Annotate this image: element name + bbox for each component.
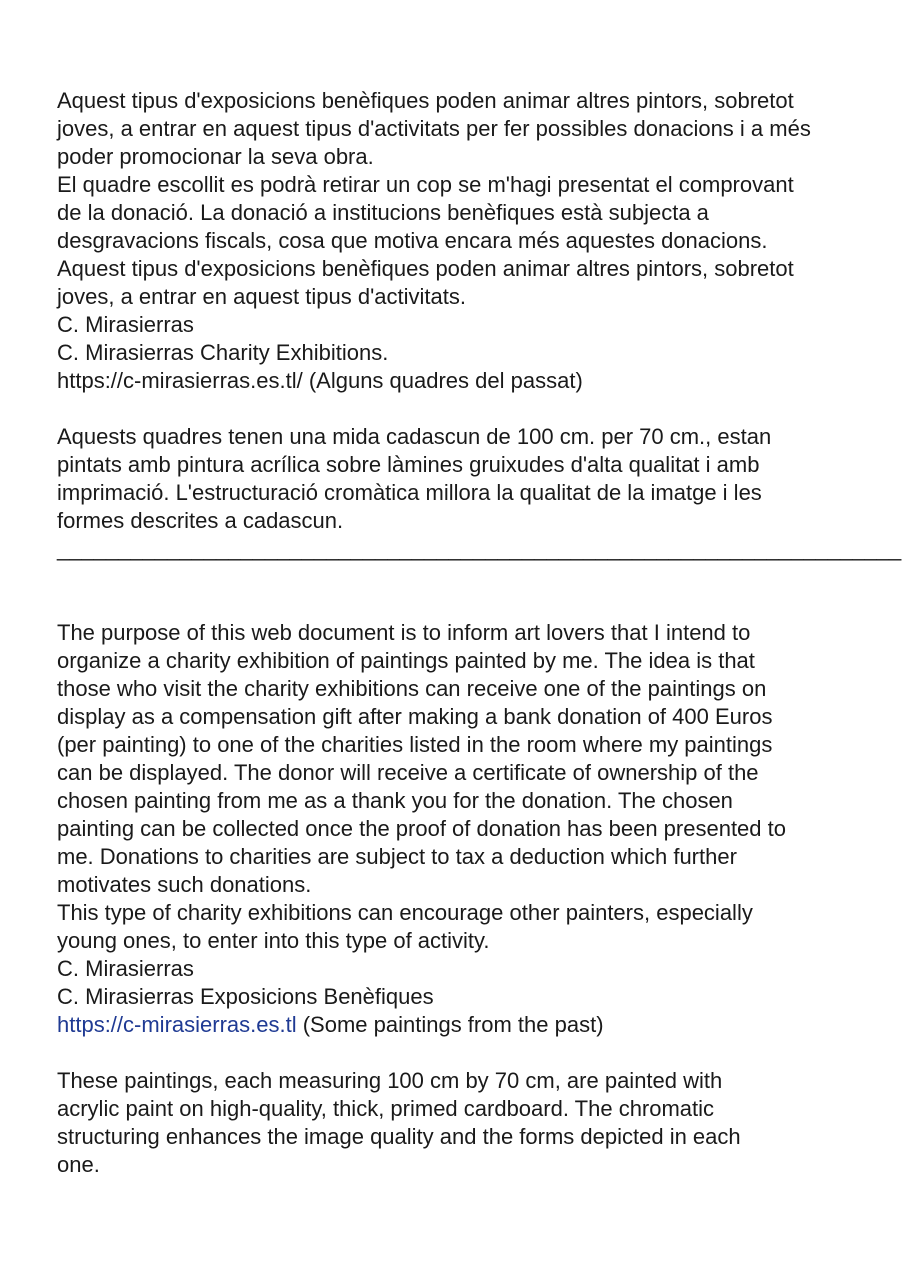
text-line: (per painting) to one of the charities listed in the room where my paintings <box>57 732 773 757</box>
catalan-signature: C. Mirasierras <box>57 312 194 337</box>
catalan-paragraph-2 <box>57 423 897 535</box>
text-line: Aquest tipus d'exposicions benèfiques poden animar altres pintors, sobretot <box>57 256 794 281</box>
text-line: young ones, to enter into this type of activity. <box>57 928 490 953</box>
text-line: can be displayed. The donor will receive a certificate of ownership of the <box>57 760 759 785</box>
text-line: me. Donations to charities are subject to tax a deduction which further <box>57 844 737 869</box>
catalan-section <box>57 87 902 563</box>
text-line: painting can be collected once the proof of donation has been presented to <box>57 816 786 841</box>
catalan-url-line: https://c-mirasierras.es.tl/ (Alguns quadres del passat) <box>57 368 583 393</box>
text-line: chosen painting from me as a thank you for the donation. The chosen <box>57 788 733 813</box>
spacer <box>57 1039 897 1067</box>
english-url-line <box>57 1011 897 1039</box>
english-section <box>57 619 897 1179</box>
text-line: desgravacions fiscals, cosa que motiva encara més aquestes donacions. <box>57 228 768 253</box>
text-line: structuring enhances the image quality and the forms depicted in each <box>57 1124 741 1149</box>
text-line: These paintings, each measuring 100 cm by 70 cm, are painted with <box>57 1068 723 1093</box>
text-line: de la donació. La donació a institucions benèfiques està subjecta a <box>57 200 709 225</box>
catalan-paragraph-1 <box>57 87 897 311</box>
text-line: This type of charity exhibitions can encourage other painters, especially <box>57 900 753 925</box>
spacer <box>57 563 897 619</box>
text-line: organize a charity exhibition of paintings painted by me. The idea is that <box>57 648 755 673</box>
document-page <box>57 87 902 1179</box>
catalan-project-name: C. Mirasierras Charity Exhibitions. <box>57 340 389 365</box>
text-line: El quadre escollit es podrà retirar un cop se m'hagi presentat el comprovant <box>57 172 794 197</box>
text-line: The purpose of this web document is to inform art lovers that I intend to <box>57 620 751 645</box>
text-line: formes descrites a cadascun. <box>57 508 344 533</box>
text-line: imprimació. L'estructuració cromàtica millora la qualitat de la imatge i les <box>57 480 762 505</box>
link-suffix: (Some paintings from the past) <box>296 1012 604 1037</box>
spacer <box>57 395 897 423</box>
text-line: motivates such donations. <box>57 872 312 897</box>
text-line: poder promocionar la seva obra. <box>57 144 374 169</box>
text-line: joves, a entrar en aquest tipus d'activitats per fer possibles donacions i a més <box>57 116 811 141</box>
text-line: those who visit the charity exhibitions can receive one of the paintings on <box>57 676 767 701</box>
separator-line: _____________________________________________________________________ <box>57 536 902 561</box>
english-signature: C. Mirasierras <box>57 956 194 981</box>
text-line: display as a compensation gift after making a bank donation of 400 Euros <box>57 704 773 729</box>
english-paragraph-2 <box>57 1067 897 1179</box>
website-link[interactable]: https://c-mirasierras.es.tl <box>57 1012 297 1037</box>
text-line: pintats amb pintura acrílica sobre làmines gruixudes d'alta qualitat i amb <box>57 452 760 477</box>
english-project-name: C. Mirasierras Exposicions Benèfiques <box>57 984 434 1009</box>
text-line: one. <box>57 1152 100 1177</box>
text-line: Aquests quadres tenen una mida cadascun de 100 cm. per 70 cm., estan <box>57 424 772 449</box>
english-paragraph-1 <box>57 619 897 955</box>
text-line: acrylic paint on high-quality, thick, primed cardboard. The chromatic <box>57 1096 715 1121</box>
text-line: Aquest tipus d'exposicions benèfiques poden animar altres pintors, sobretot <box>57 88 794 113</box>
text-line: joves, a entrar en aquest tipus d'activitats. <box>57 284 466 309</box>
